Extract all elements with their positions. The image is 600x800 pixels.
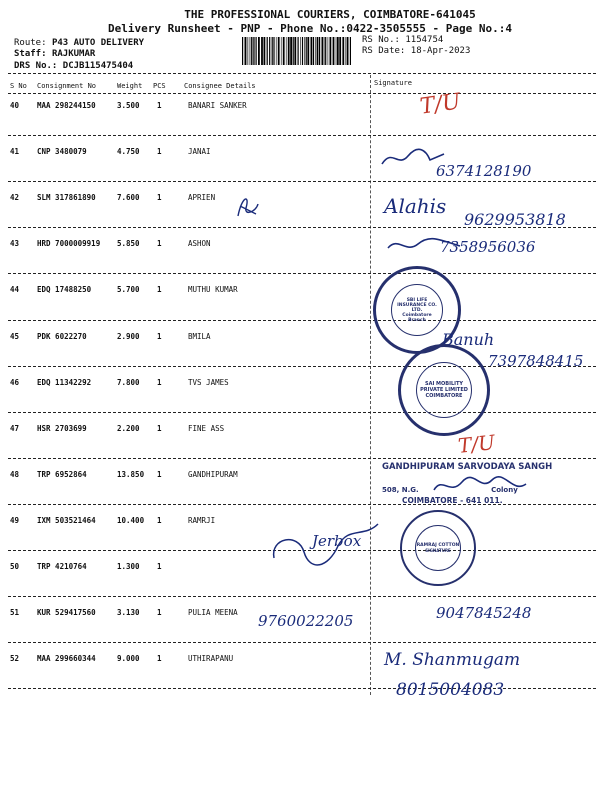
barcode-bar [324,37,325,65]
route-line [14,38,144,48]
drs-value: DCJB115475404 [62,61,134,71]
cell-weight: 3.130 [117,608,140,617]
ramraj-stamp [400,510,476,586]
cell-sno: 50 [10,562,20,571]
barcode-bar [337,37,339,65]
company-title: THE PROFESSIONAL COURIERS, COIMBATORE-641045 [184,8,476,21]
cell-weight: 3.500 [117,101,140,110]
signature-column-divider [370,75,371,695]
cell-pcs: 1 [157,424,162,433]
barcode-bar [283,37,285,65]
tlu-mark-top: T/U [418,89,463,120]
cell-consignment: TRP 6952864 [37,470,87,479]
cell-weight: 2.200 [117,424,140,433]
cell-consignee: BANARI SANKER [188,101,247,110]
col-header-sno: S No [10,82,27,90]
col-header-signature: Signature [374,79,412,87]
barcode-bar [261,37,263,65]
cell-consignee: PULIA MEENA [188,608,238,617]
cell-weight: 10.400 [117,516,145,525]
cell-consignment: TRP 4210764 [37,562,87,571]
barcode-bar [317,37,319,65]
cell-sno: 44 [10,285,20,294]
col-header-weight: Weight [117,82,143,90]
phone-51b: 9047845248 [436,604,532,622]
cell-pcs: 1 [157,608,162,617]
barcode-bar [333,37,335,65]
cell-sno: 45 [10,332,20,341]
row-divider [8,596,596,597]
barcode-bar [302,37,303,65]
barcode-bar [242,37,243,65]
phone-51a: 9760022205 [258,612,354,630]
cell-consignment: CNP 3480079 [37,147,87,156]
barcode-bar [294,37,296,65]
cell-weight: 2.900 [117,332,140,341]
row-divider [8,458,596,459]
cell-consignment: SLM 317861890 [37,193,96,202]
row-divider [8,181,596,182]
cell-weight: 5.850 [117,239,140,248]
barcode-bar [258,37,260,65]
col-header-pcs: PCS [153,82,166,90]
staff-value: RAJKUMAR [51,49,96,59]
cell-pcs: 1 [157,562,162,571]
header-bottom-rule [8,93,596,94]
ramraj-stamp-outer-text: RAMRAJ COTTON [416,543,460,548]
cell-consignee: TVS JAMES [188,378,229,387]
barcode-bar [293,37,294,65]
cell-sno: 48 [10,470,20,479]
cell-weight: 5.700 [117,285,140,294]
row-divider [8,135,596,136]
rs-date-line [362,46,470,56]
cell-weight: 4.750 [117,147,140,156]
barcode-bar [253,37,254,65]
gandhipuram-stamp-line4: COIMBATORE - 641 011. [402,496,503,505]
cell-pcs: 1 [157,101,162,110]
cell-pcs: 1 [157,516,162,525]
barcode-bar [256,37,257,65]
signature-52: M. Shanmugam [384,650,521,670]
barcode-bar [251,37,252,65]
barcode-bar [272,37,273,65]
route-value: P43 AUTO DELIVERY [51,38,145,48]
cell-sno: 51 [10,608,20,617]
rs-date-value: 18-Apr-2023 [410,46,471,56]
cell-weight: 9.000 [117,654,140,663]
cell-sno: 46 [10,378,20,387]
gandhipuram-stamp-line2: 508, N.G. [382,486,419,494]
barcode-bar [307,37,309,65]
sai-mobility-inner-text: COIMBATORE [425,393,463,399]
phone-52: 8015004083 [396,680,505,700]
barcode-bar [267,37,268,65]
ramraj-stamp-inner-text: SIGNATURE [425,548,451,553]
sbi-stamp-outer-text: SBI LIFE INSURANCE CO. LTD. [397,297,437,313]
row-divider [8,642,596,643]
signature-45: Banuh [442,330,495,349]
signature-42: Alahis [384,194,447,218]
cell-consignment: EDQ 11342292 [37,378,92,387]
barcode-bar [336,37,337,65]
cell-weight: 13.850 [117,470,145,479]
tlu-mark-48: T/U [456,430,497,458]
barcode-bar [330,37,332,65]
barcode-bar [342,37,344,65]
cell-consignment: HSR 2703699 [37,424,87,433]
row-divider [8,320,596,321]
route-label: Route: [14,38,47,48]
gandhipuram-stamp-line1: GANDHIPURAM SARVODAYA SANGH [382,462,553,472]
cell-weight: 7.600 [117,193,140,202]
barcode-bar [269,37,270,65]
cell-sno: 42 [10,193,20,202]
barcode-bar [273,37,274,65]
cell-consignment: IXM 503521464 [37,516,96,525]
cell-consignment: PDK 6022270 [37,332,87,341]
signature-42-consignee [232,192,262,222]
col-header-consignee: Consignee Details [184,82,256,90]
barcode-bar [306,37,307,65]
cell-consignee: GANDHIPURAM [188,470,238,479]
cell-weight: 7.800 [117,378,140,387]
barcode-bar [245,37,247,65]
cell-consignee: APRIEN [188,193,216,202]
barcode-bar [300,37,301,65]
barcode-bar [339,37,341,65]
signature-49: Jerbox [312,532,362,550]
cell-weight: 1.300 [117,562,140,571]
cell-consignment: MAA 298244150 [37,101,96,110]
barcode-bar [350,37,351,65]
cell-consignee: MUTHU KUMAR [188,285,238,294]
barcode-bar [313,37,314,65]
phone-42: 9629953818 [464,210,566,229]
cell-pcs: 1 [157,378,162,387]
cell-sno: 43 [10,239,20,248]
barcode-bar [328,37,329,65]
cell-pcs: 1 [157,285,162,294]
barcode-bar [346,37,347,65]
cell-sno: 40 [10,101,20,110]
barcode-bar [319,37,320,65]
staff-line [14,49,95,59]
barcode-bar [278,37,280,65]
drs-label: DRS No.: [14,61,58,71]
rs-no-value: 1154754 [405,35,444,45]
cell-pcs: 1 [157,193,162,202]
rs-date-label: RS Date: [362,46,406,56]
cell-pcs: 1 [157,470,162,479]
col-header-consignment: Consignment No [37,82,97,90]
rs-no-label: RS No.: [362,35,400,45]
cell-pcs: 1 [157,147,162,156]
barcode-bar [249,37,250,65]
staff-label: Staff: [14,49,47,59]
cell-consignment: EDQ 17488250 [37,285,92,294]
sai-mobility-stamp [398,344,490,436]
cell-sno: 47 [10,424,20,433]
barcode-bar [304,37,305,65]
cell-pcs: 1 [157,332,162,341]
cell-consignment: HRD 7000009919 [37,239,101,248]
cell-consignee: RAMRJI [188,516,216,525]
barcode-bar [315,37,316,65]
barcode-bar [254,37,255,65]
cell-consignee: ASHON [188,239,211,248]
signature-48 [430,474,530,498]
cell-consignment: KUR 529417560 [37,608,96,617]
gandhipuram-stamp-line3: Colony [491,486,518,494]
barcode-bar [281,37,282,65]
cell-pcs: 1 [157,239,162,248]
phone-41: 6374128190 [436,162,532,180]
cell-sno: 41 [10,147,20,156]
barcode-bar [286,37,287,65]
barcode-bar [322,37,324,65]
barcode-bar [298,37,299,65]
runsheet-title: Delivery Runsheet - PNP - Phone No.:0422-3505555 - Page No.:4 [108,22,512,35]
header-top-rule [8,73,596,74]
phone-43: 7358956036 [440,238,536,256]
cell-consignee: JANAI [188,147,211,156]
barcode-bar [311,37,313,65]
barcode-bar [276,37,277,65]
row-divider [8,688,596,689]
cell-consignment: MAA 299660344 [37,654,96,663]
barcode-bar [325,37,326,65]
barcode-bar [290,37,292,65]
barcode-bar [347,37,349,65]
row-divider [8,412,596,413]
barcode-bar [247,37,248,65]
sai-mobility-outer-text: SAI MOBILITY PRIVATE LIMITED [420,381,468,393]
barcode [242,37,352,65]
cell-sno: 49 [10,516,20,525]
barcode-bar [264,37,266,65]
cell-consignee: FINE ASS [188,424,225,433]
cell-consignee: UTHIRAPANU [188,654,234,663]
cell-sno: 52 [10,654,20,663]
phone-45: 7397848415 [488,352,584,370]
drs-line [14,61,133,71]
cell-consignee: BMILA [188,332,211,341]
sbi-stamp-inner-text: Coimbatore Branch [402,312,432,323]
rs-no-line [362,35,443,45]
row-divider [8,273,596,274]
barcode-bar [288,37,290,65]
cell-pcs: 1 [157,654,162,663]
